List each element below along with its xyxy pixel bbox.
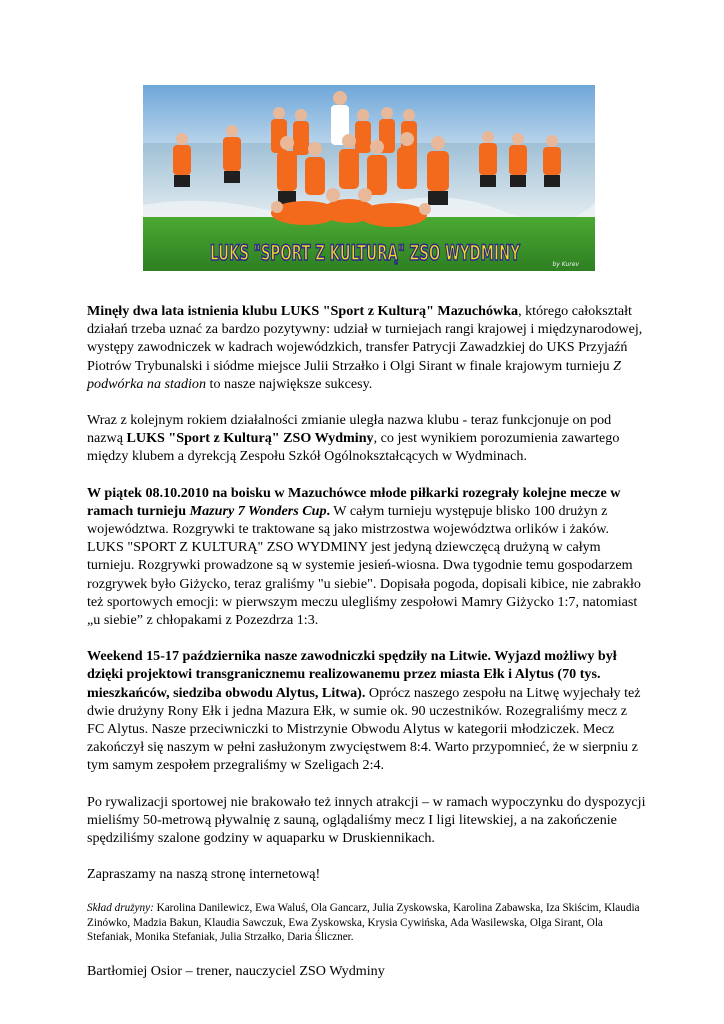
banner-text: LUKS "SPORT Z KULTURĄ" ZSO WYDMINY [210,241,521,265]
club-name-bold: Minęły dwa lata istnienia klubu LUKS "Sport z Kulturą" Mazuchówka [87,303,519,319]
tournament-name-italic: Z podwórka na stadion [87,357,621,392]
new-club-name-bold: LUKS "Sport z Kulturą" ZSO Wydminy [126,430,374,447]
article [87,302,647,999]
attractions-text: Po rywalizacji sportowej nie brakowało też innych atrakcji – w ramach wypoczynku do dyspozycji mieliśmy 50-metrową pływalnię z sauną, oglądaliśmy mecz I ligi litewskiej, a na zakończenie spędziliśmy szalone godziny w aquaparku w Druskiennikach. [87,793,646,847]
squad-label-italic: Skład drużyny: [87,902,154,915]
team-photo-illustration [143,85,595,271]
name-change-text: Wraz z kolejnym rokiem działalności zmianie uległa nazwa klubu - teraz funkcjonuje on pod nazwą [87,412,612,447]
paragraph-name-change [87,411,647,466]
lithuania-text: Oprócz naszego zespołu na Litwę wyjechały też dwie drużyny Rony Ełk i jedna Mazura Ełk, w sumie ok. 90 uczestników. Rozegraliśmy mecz z FC Alytus. Nasze przeciwniczki to Mistrzynie Obwodu Alytus w kategorii młodziczek. Mecz zakończył się naszym w pełni zasłużonym zwycięstwem 8:4. Warto przypomnieć, że w sierpniu z tym samym zespołem przegraliśmy w Szeligach 2:4. [87,684,641,774]
intro-text-end: to nasze największe sukcesy. [206,375,373,392]
signature-text: Bartłomiej Osior – trener, nauczyciel ZSO Wydminy [87,963,385,980]
friday-text: W całym turnieju występuje blisko 100 drużyn z województwa. Rozgrywki te traktowane są jako mistrzostwa województwa orlików i żaków. LUKS "SPORT Z KULTURĄ" ZSO WYDMINY jest jedyną dziewczęcą drużyną w całym turnieju. Rozgrywki prowadzone są w systemie jesień-wiosna. Dwa tygodnie temu gospodarzem rozgrywek było Giżycko, teraz graliśmy "u siebie". Dopisała pogoda, dopisali kibice, nie zabrakło też sportowych emocji: w pierwszym meczu ulegliśmy zespołowi Mamry Giżycko 1:7, natomiast „u siebie” z chłopakami z Pozezdrza 1:3. [87,502,641,629]
cup-name-bold-italic: Mazury 7 Wonders Cup [189,502,327,519]
paragraph-attractions [87,793,647,848]
friday-lead-period: . [326,502,331,519]
paragraph-intro [87,302,647,393]
squad-list: Karolina Danilewicz, Ewa Waluś, Ola Gancarz, Julia Zyskowska, Karolina Zabawska, Iza Skiścim, Klaudia Zinówko, Madzia Bakun, Klaudia Sawczuk, Ewa Zyskowska, Krysia Cywińska, Ada Wasilewska, Olga Sirant, Ola Stefaniak, Monika Stefaniak, Julia Strzałko, Daria Śliczner. [87,902,640,944]
friday-lead-bold: W piątek 08.10.2010 na boisku w Mazuchówce młode piłkarki rozegrały kolejne mecze w ramach turnieju [87,484,621,519]
banner-title [210,241,521,265]
photo-signature: by Kurev [552,261,579,268]
name-change-text-end: , co jest wynikiem porozumienia zawartego między klubem a dyrekcją Zespołu Szkół Ogólnokształcących w Wydminach. [87,430,620,465]
paragraph-friday-matches [87,484,647,630]
paragraph-lithuania [87,647,647,774]
lithuania-lead-bold: Weekend 15-17 października nasze zawodniczki spędziły na Litwie. Wyjazd możliwy był dzięki projektowi transgranicznemu realizowanemu przez miasta Ełk i Alytus (70 tys. mieszkańców, siedziba obwodu Alytus, Litwa). [87,648,617,701]
signature [87,962,647,980]
team-photo [143,85,595,271]
paragraph-invitation [87,865,647,883]
intro-text: , którego całokształt działań trzeba uznać za bardzo pozytywny: udział w turniejach rangi krajowej i międzynarodowej, występy zawodniczek w kadrach wojewódzkich, transfer Patrycji Zawadzkiej do UKS Przyjaźń Piotrów Trybunalski i siódme miejsce Julii Strzałko i Olgi Sirant w finale krajowym turnieju [87,303,643,374]
paragraph-squad [87,901,647,944]
invitation-text: Zapraszamy na naszą stronę internetową! [87,866,321,883]
